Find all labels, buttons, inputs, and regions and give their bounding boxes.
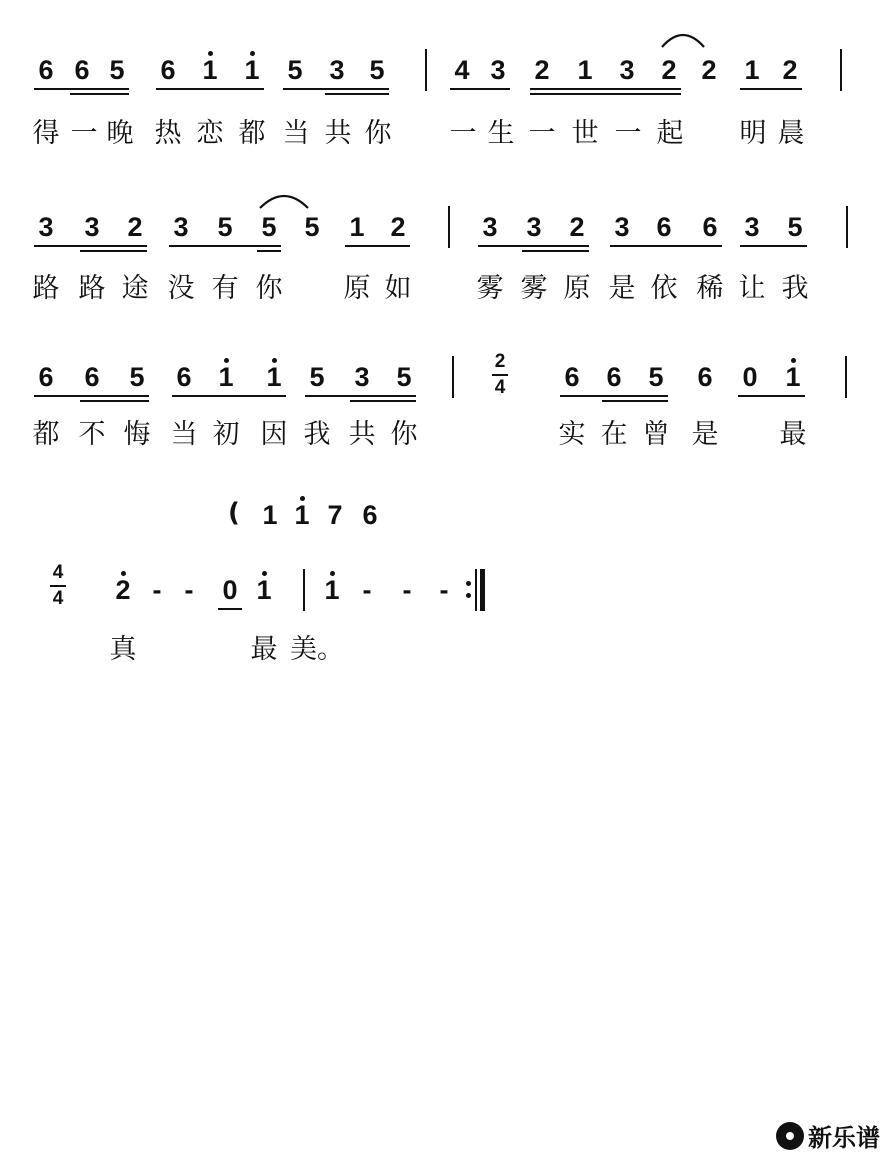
underline	[156, 88, 264, 90]
lyric: 真	[109, 634, 137, 665]
lyric: 生	[487, 118, 515, 149]
lyric: 起	[656, 118, 684, 149]
underline	[560, 395, 668, 397]
underline	[80, 400, 149, 402]
lyric: 明	[739, 118, 767, 149]
lyric: 路	[78, 273, 106, 304]
lyric: 雾	[476, 273, 504, 304]
lyric: 一	[70, 118, 98, 149]
lyric: 依	[650, 273, 678, 304]
underline	[522, 250, 589, 252]
lyric: 不	[78, 419, 106, 450]
watermark-logo: 新乐谱	[776, 1118, 880, 1153]
lyric: 初	[212, 419, 240, 450]
lyric: 因	[260, 419, 288, 450]
lyric: 雾	[520, 273, 548, 304]
lyric: 你	[390, 419, 418, 450]
interlude: ( 1 1 7 6	[228, 498, 378, 530]
lyric: 我	[781, 273, 809, 304]
lyric: 悔	[123, 419, 151, 450]
barline	[303, 569, 305, 611]
slur	[660, 29, 706, 49]
lyric: 热	[154, 118, 182, 149]
barline	[846, 206, 848, 248]
underline	[34, 395, 149, 397]
underline	[530, 88, 681, 90]
underline	[740, 245, 807, 247]
underline	[80, 250, 147, 252]
lyric: 晨	[777, 118, 805, 149]
underline	[450, 88, 510, 90]
lyric: 得	[32, 118, 60, 149]
lyric: 最	[779, 419, 807, 450]
underline	[610, 245, 722, 247]
lyric: 晚	[106, 118, 134, 149]
underline	[305, 395, 416, 397]
underline	[283, 88, 389, 90]
lyric: 当	[170, 419, 198, 450]
underline	[257, 250, 281, 252]
barline	[840, 49, 842, 91]
lyric: 最	[250, 634, 278, 665]
lyric: 一	[528, 118, 556, 149]
lyric: 一	[449, 118, 477, 149]
lyric: 路	[32, 273, 60, 304]
lyric: 都	[238, 118, 266, 149]
underline	[738, 395, 805, 397]
repeat-end-barline	[466, 569, 496, 611]
time-signature: 2 4	[490, 352, 510, 398]
underline	[350, 400, 416, 402]
underline	[172, 395, 286, 397]
barline	[425, 49, 427, 91]
lyric: 在	[600, 419, 628, 450]
lyric: 我	[303, 419, 331, 450]
barline	[845, 356, 847, 398]
lyric: 原	[343, 273, 371, 304]
lyric: 有	[211, 273, 239, 304]
lyric: 都	[32, 419, 60, 450]
lyric: 是	[608, 273, 636, 304]
underline	[70, 93, 129, 95]
underline	[345, 245, 410, 247]
lyric: 你	[364, 118, 392, 149]
slur	[258, 190, 310, 210]
lyric: 当	[282, 118, 310, 149]
underline	[169, 245, 281, 247]
underline	[34, 88, 129, 90]
lyric: 一	[614, 118, 642, 149]
lyric: 没	[167, 273, 195, 304]
lyric: 世	[571, 118, 599, 149]
paren-open: (	[228, 498, 240, 528]
underline	[602, 400, 668, 402]
lyric: 是	[691, 419, 719, 450]
underline	[34, 245, 147, 247]
lyric: 你	[255, 273, 283, 304]
lyric: 原	[563, 273, 591, 304]
lyric: 如	[384, 273, 412, 304]
underline	[530, 93, 681, 95]
lyric: 途	[121, 273, 149, 304]
lyric: 稀	[696, 273, 724, 304]
system-4: 4 4 2 - - 0 1 1 - - - 真 最 美。	[0, 575, 888, 695]
barline	[448, 206, 450, 248]
time-signature: 4 4	[48, 563, 68, 609]
lyric: 让	[738, 273, 766, 304]
lyric: 共	[348, 419, 376, 450]
system-3: 6 6 5 6 1 1 5 3 5 2 4 6 6 5 6 0 1 都 不 悔 当 初 因 我 共 你 实 在 曾 是 最	[0, 362, 888, 482]
underline	[740, 88, 802, 90]
barline	[452, 356, 454, 398]
underline	[218, 608, 242, 610]
system-1: 6 6 5 6 1 1 5 3 5 4 3 2 1 3 2 2 1 2 得 一 晚 热 恋 都 当 共 你 一 生 一 世 一 起 明 晨	[0, 55, 888, 175]
underline	[325, 93, 389, 95]
lyric: 实	[558, 419, 586, 450]
lyric: 曾	[642, 419, 670, 450]
lyric: 美。	[290, 634, 344, 665]
lyric: 恋	[196, 118, 224, 149]
lyric: 共	[324, 118, 352, 149]
record-icon	[776, 1122, 804, 1150]
system-2: 3 3 2 3 5 5 5 1 2 3 3 2 3 6 6 3 5 路 路 途 没 有 你 原 如 雾 雾 原 是 依 稀 让 我	[0, 212, 888, 332]
underline	[478, 245, 589, 247]
